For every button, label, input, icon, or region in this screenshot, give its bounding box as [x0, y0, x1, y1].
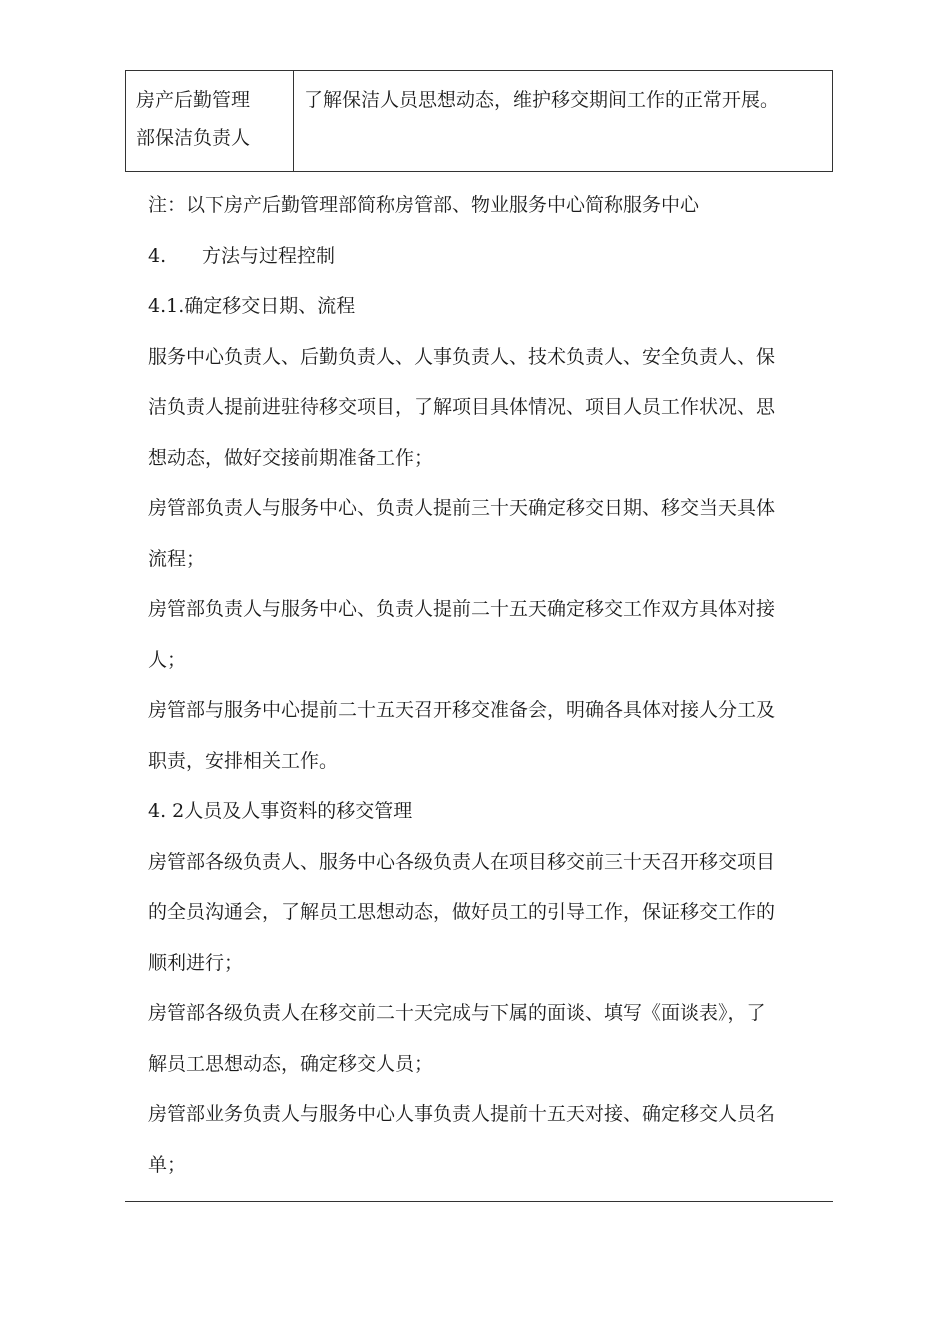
paragraph-line: 流程；: [148, 547, 206, 570]
paragraph-line: 洁负责人提前进驻待移交项目，了解项目具体情况、项目人员工作状况、思: [148, 396, 776, 418]
paragraph-line: 房管部各级负责人、服务中心各级负责人在项目移交前三十天召开移交项目: [148, 850, 776, 873]
role-line-2: 部保洁负责人: [136, 127, 251, 149]
paragraph-line: 人；: [148, 648, 187, 671]
section-4-1-heading: 4.1.确定移交日期、流程: [148, 295, 356, 317]
paragraph-line: 房管部各级负责人在移交前二十天完成与下属的面谈、填写《面谈表》，了: [148, 1002, 766, 1024]
paragraph-line: 想动态，做好交接前期准备工作；: [148, 446, 434, 469]
role-cell: [126, 71, 294, 171]
paragraph-line: 房管部负责人与服务中心、负责人提前二十五天确定移交工作双方具体对接: [148, 598, 776, 620]
document-body: [148, 187, 834, 1197]
paragraph-line: 顺利进行；: [148, 951, 244, 974]
section-4-number: 4.: [148, 244, 167, 267]
paragraph-line: 房管部与服务中心提前二十五天召开移交准备会，明确各具体对接人分工及: [148, 699, 776, 721]
paragraph-line: 的全员沟通会，了解员工思想动态，做好员工的引导工作，保证移交工作的: [148, 901, 776, 923]
role-line-1: 房产后勤管理: [136, 89, 251, 111]
paragraph-line: 服务中心负责人、后勤负责人、人事负责人、技术负责人、安全负责人、保: [148, 345, 776, 368]
section-4-title: 方法与过程控制: [202, 244, 336, 267]
footer-rule: [125, 1201, 833, 1202]
paragraph-line: 职责，安排相关工作。: [148, 749, 339, 772]
paragraph-line: 房管部业务负责人与服务中心人事负责人提前十五天对接、确定移交人员名: [148, 1103, 776, 1125]
paragraph-line: 单；: [148, 1153, 187, 1176]
section-4-2-heading: 4. 2人员及人事资料的移交管理: [148, 800, 413, 822]
paragraph-line: 解员工思想动态，确定移交人员；: [148, 1052, 434, 1075]
responsibility-table: [125, 70, 833, 172]
section-4-heading: [148, 238, 834, 289]
paragraph-line: 房管部负责人与服务中心、负责人提前三十天确定移交日期、移交当天具体: [148, 497, 776, 519]
duty-cell: 了解保洁人员思想动态，维护移交期间工作的正常开展。: [304, 89, 780, 111]
note-line: 注：以下房产后勤管理部简称房管部、物业服务中心简称服务中心: [148, 194, 700, 216]
